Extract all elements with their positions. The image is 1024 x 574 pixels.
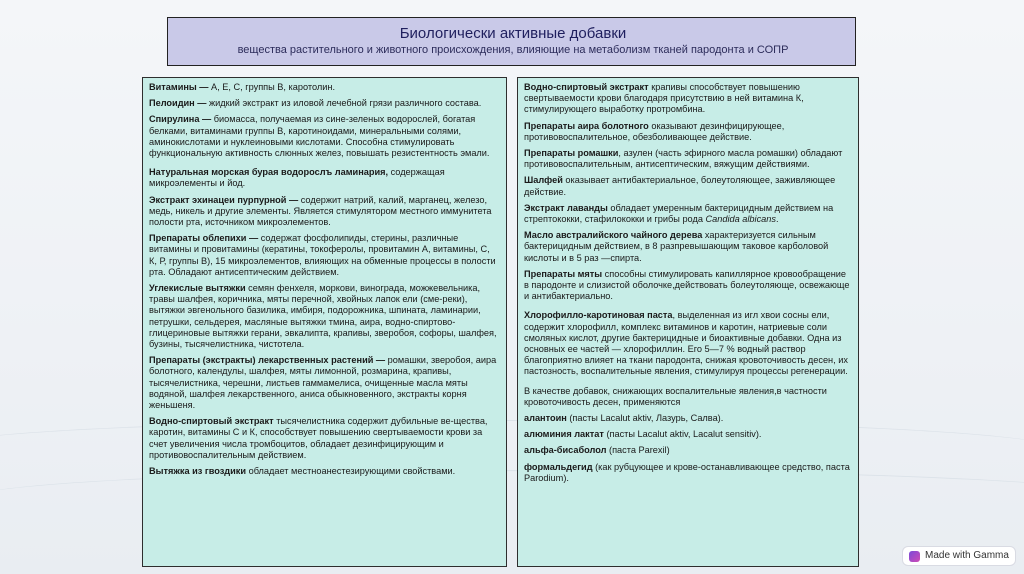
term: алюминия лактат [524,429,604,440]
term: алантоин [524,413,567,424]
term: Экстракт эхинацеи пурпурной — [149,194,299,205]
term: Шалфей [524,175,563,186]
paragraph-aluminium-lactate [524,429,852,440]
text: (как рубцующее и крове-останавливающее средство, паста Parodium). [524,461,850,483]
term: Витамины — [149,82,209,92]
text: (пасты Lacalut aktiv, Lacalut sensitiv). [603,429,762,440]
gamma-logo-icon [909,551,920,562]
text: . [776,214,779,225]
term: Препараты облепихи — [149,233,259,244]
term: Пелоидин — [149,98,207,109]
paragraph-bisabolol [524,445,852,456]
slide-title: Биологически активные добавки [399,25,627,42]
paragraph-additives-intro: В качестве добавок, снижающих воспалительные явления,в частности кровоточивость десен, применяются [524,385,827,407]
term: Спирулина — [149,114,212,125]
term: формальдегид [524,461,593,472]
paragraph-laminaria [149,167,500,189]
text: , выделенная из игл хвои сосны ели, содержит хлорофилл, комплекс витаминов и каротин, натриевые соли смоляных кислот, другие бактерицидные и биоактивные добавки. Одна из основных ее частей — хлорофиллин. Его 5—7 % водный раствор благоприятно влияет на ткани пародонта, снижая кровоточивость десен, их пастозность, воспалительные явления, стимулируя процессы регенерации. [524,310,848,377]
paragraph-echinacea [149,195,500,229]
term: Препараты (экстракты) лекарственных растений — [149,355,386,366]
paragraph-yarrow [149,416,500,461]
term: Водно-спиртовый экстракт [149,416,274,427]
text: А, Е, С, группы В, каротолин. [208,82,336,92]
paragraph-vitamins [149,82,500,93]
text: обладает местноанестезирующими свойствами. [246,466,456,477]
paragraph-herbal-extracts [149,355,500,411]
right-column [517,77,859,567]
text: тысячелистника содержит дубильные ве-щества, каротин, витамины С и К, способствует повышению свертываемости крови за счет увеличения числа тромбоцитов, обладает дезинфицирующим и противовоспалительным действием. [149,416,488,460]
text: оказывает антибактериальное, болеутоляющее, заживляющее действие. [524,175,836,197]
paragraph-clove [149,466,500,477]
term: Натуральная морская бурая водорослъ ламинария, [149,167,389,178]
paragraph-mint [524,269,852,303]
text: обладает умеренным бактерицидным действием на стрептококки, стафилококки и грибы рода [524,202,834,225]
paragraph-chlorophyll [524,310,852,377]
text: , азулен (часть эфирного масла ромашки) обладают противовоспалительным, антисептическим, вяжущим действиями. [524,148,843,170]
text: биомасса, получаемая из сине-зеленых водорослей, богатая белками, витаминами группы В, каротиноидами, минеральными солями, аминокислотами и нуклеиновыми кислотами. Способна стимулировать функциональную активность слюнных желез, повышать резистентность эмали. [149,114,490,159]
slide-header [167,17,856,66]
text: (пасты Lacalut aktiv, Лазурь, Салва). [566,413,724,424]
paragraph-co2-extracts [149,283,500,350]
slide-subtitle: вещества растительного и животного происхождения, влияющие на метаболизм тканей пародонта и СОПР [237,44,789,56]
paragraph-formaldehyde [524,462,852,484]
paragraph-sage [524,175,852,197]
paragraph-spirulina [149,114,500,159]
paragraph-nettle [524,82,852,116]
left-column [142,77,507,567]
text: способны стимулировать капиллярное кровообращение в пародонте и слизистой оболочке,действовать болеутоляюще, освежающе и антибактериально. [524,268,850,302]
term: альфа-бисаболол [524,445,607,456]
paragraph-allantoin [524,413,852,424]
text: ромашки, зверобоя, аира болотного, календулы, шалфея, мяты лимонной, розмарина, крапивы, тысячелистника, черешни, листьев гаммамелиса, очищенные масла мяты водяной, шалфея лекарственного, аниса обыкновенного, экстракты корня женьшеня. [149,355,497,411]
term: Вытяжка из гвоздики [149,466,247,477]
text: характеризуется сильным бактерицидным действием, в 8 разпревышающим таковое карболовой кислоты и в 5 раз —спирта. [524,230,829,263]
term: Хлорофилло-каротиновая паста [524,310,673,321]
species-name: Candida albicans [705,214,776,225]
text: (паста Parexil) [606,445,670,456]
paragraph-chamomile [524,148,852,170]
text: жидкий экстракт из иловой лечебной грязи различного состава. [206,98,482,109]
made-with-gamma-badge[interactable] [902,546,1016,566]
paragraph-peloidin [149,98,500,109]
term: Препараты ромашки [524,148,619,159]
term: Препараты аира болотного [524,120,649,131]
paragraph-lavender [524,203,852,225]
term: Водно-спиртовый экстракт [524,82,649,92]
paragraph-tea-tree [524,230,852,264]
term: Экстракт лаванды [524,202,608,213]
term: Углекислые вытяжки [149,283,246,294]
text: содержащая микроэлементы и йод. [149,167,445,189]
text: семян фенхеля, моркови, винограда, можжевельника, травы шалфея, коричника, мяты перечной, хвойных лапок ели (сме-реки), вытяжки эвгенольного базилика, имбиря, подорожника, шпината, ламинарии, петрушки, сельдерея, масляные вытяжки тмина, аира, водно-спиртово-глицериновые вытяжки герани, эвкалипта, крапивы, зверобоя, софоры, шалфея, бузины, тысячелистника, чистотела. [149,283,497,350]
text: крапивы способствует повышению свертываемости крови благодаря присутствию в ней витамина К, стимулирующего выработку протромбина. [524,82,804,115]
paragraph-calamus [524,121,852,143]
badge-label: Made with Gamma [925,550,1009,561]
paragraph-sea-buckthorn [149,233,500,278]
text: содержит натрий, калий, марганец, железо, медь, никель и другие элементы. Является стимулятором местного иммунитета полости рта, источником микроэлементов. [149,194,492,228]
text: оказывают дезинфицирующее, противовоспалительное, обезболивающее действие. [524,120,785,142]
term: Масло австралийского чайного дерева [524,230,703,241]
text: содержат фосфолипиды, стерины, различные витамины и провитамины (кератины, токоферолы, провитамин А, витамины, С, К, Р, группы В), 15 микроэлементов, влияющих на обменные процессы в полости рта. Обладают антисептическим действием. [149,233,496,277]
term: Препараты мяты [524,268,603,279]
